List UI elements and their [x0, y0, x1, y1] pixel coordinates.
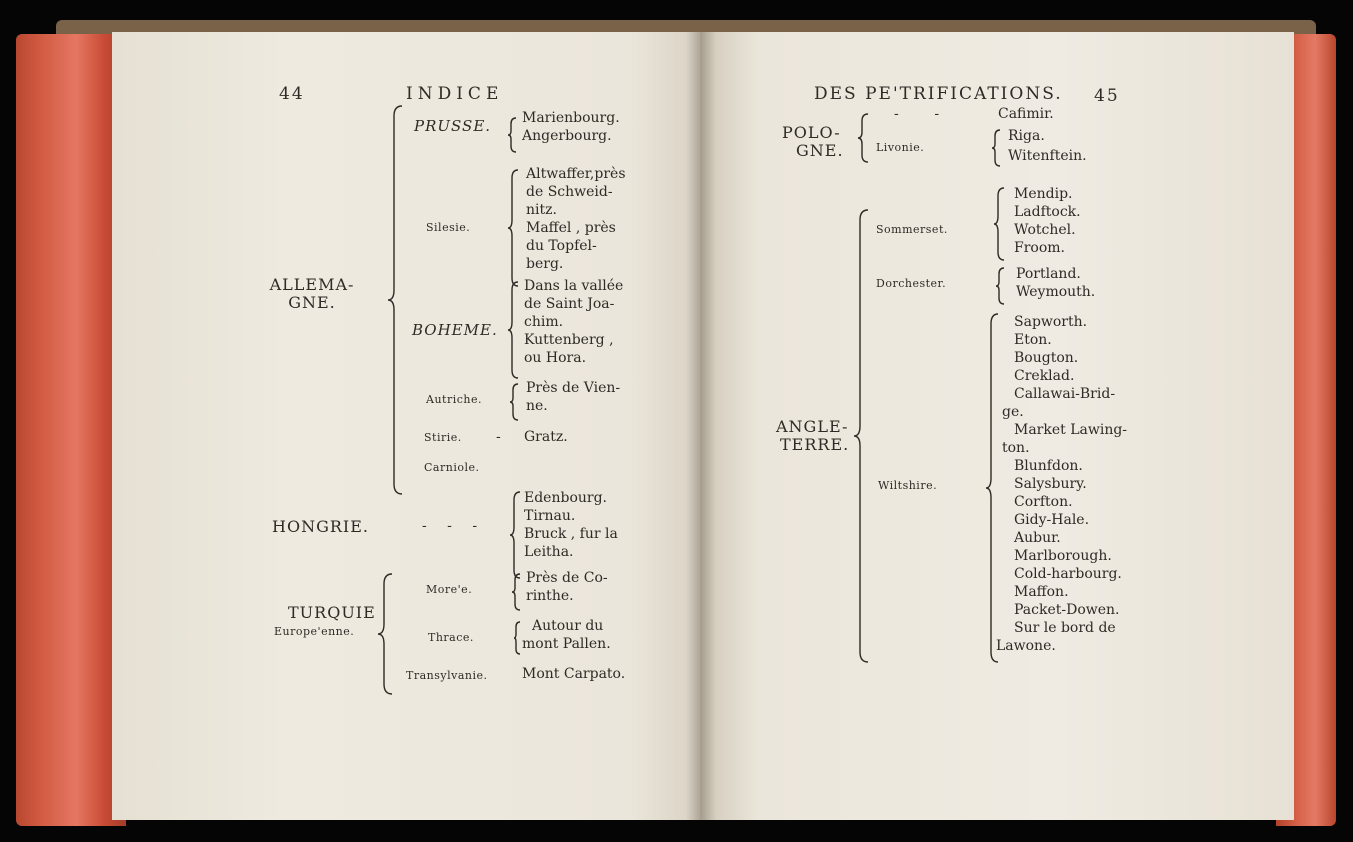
- region-angleterre-2: TERRE.: [780, 435, 850, 454]
- boheme-brace: [506, 280, 520, 380]
- boheme-place-1: Dans la vallée: [524, 278, 624, 294]
- silesie-place-4: Maffel , près: [526, 220, 616, 236]
- boheme-place-3: chim.: [524, 314, 564, 330]
- hongrie-place-2: Tirnau.: [524, 508, 576, 524]
- right-page: [700, 32, 1294, 820]
- sommerset-place-2: Ladftock.: [1014, 204, 1081, 220]
- moree-place-2: rinthe.: [526, 588, 574, 604]
- livonie-brace: [990, 128, 1002, 168]
- wiltshire-place-5: Callawai-Brid-: [1014, 386, 1116, 402]
- transylvanie-place: Mont Carpato.: [522, 666, 626, 682]
- wiltshire-place-16: Maffon.: [1014, 584, 1069, 600]
- moree-place-1: Près de Co-: [526, 570, 608, 586]
- wiltshire-place-15: Cold-harbourg.: [1014, 566, 1122, 582]
- wiltshire-place-10: Salysbury.: [1014, 476, 1087, 492]
- turquie-brace: [376, 572, 396, 696]
- livonie-label: Livonie.: [876, 141, 925, 154]
- autriche-place-1: Près de Vien-: [526, 380, 621, 396]
- wiltshire-place-8: ton.: [1002, 440, 1030, 456]
- boheme-place-5: ou Hora.: [524, 350, 587, 366]
- stirie-place: Gratz.: [524, 429, 568, 445]
- right-page-number: 45: [1094, 86, 1120, 106]
- book-gutter: [686, 32, 716, 820]
- sommerset-place-1: Mendip.: [1014, 186, 1073, 202]
- sommerset-label: Sommerset.: [876, 223, 948, 236]
- region-pologne-2: GNE.: [796, 141, 844, 160]
- wiltshire-place-19: Lawone.: [996, 638, 1056, 654]
- prusse-label: PRUSSE.: [414, 117, 492, 135]
- silesie-place-5: du Topfel-: [526, 238, 597, 254]
- silesie-place-3: nitz.: [526, 202, 557, 218]
- region-turquie-2: Europe'enne.: [274, 625, 355, 638]
- prusse-place-2: Angerbourg.: [522, 128, 612, 144]
- silesie-label: Silesie.: [426, 221, 471, 234]
- moree-brace: [510, 572, 522, 612]
- silesie-place-1: Altwaffer,près: [526, 166, 626, 182]
- boheme-place-4: Kuttenberg ,: [524, 332, 614, 348]
- hongrie-brace: [508, 490, 522, 580]
- thrace-label: Thrace.: [428, 631, 474, 644]
- wiltshire-place-6: ge.: [1002, 404, 1024, 420]
- boheme-label: BOHEME.: [412, 321, 498, 339]
- moree-label: More'e.: [426, 583, 473, 596]
- wiltshire-place-17: Packet-Dowen.: [1014, 602, 1120, 618]
- silesie-place-6: berg.: [526, 256, 564, 272]
- carniole-label: Carniole.: [424, 461, 480, 474]
- thrace-place-2: mont Pallen.: [522, 636, 611, 652]
- wiltshire-place-1: Sapworth.: [1014, 314, 1088, 330]
- autriche-label: Autriche.: [426, 393, 482, 406]
- hongrie-place-1: Edenbourg.: [524, 490, 607, 506]
- pologne-casimir: Cafimir.: [998, 106, 1054, 122]
- silesie-brace: [506, 168, 520, 288]
- pologne-dashes: - -: [894, 106, 940, 122]
- region-allemagne-1: ALLEMA-: [269, 275, 355, 294]
- wiltshire-brace: [984, 312, 1000, 664]
- sommerset-place-3: Wotchel.: [1014, 222, 1076, 238]
- wiltshire-place-18: Sur le bord de: [1014, 620, 1116, 636]
- prusse-place-1: Marienbourg.: [522, 110, 620, 126]
- prusse-brace: [506, 116, 518, 154]
- livonie-place-2: Witenftein.: [1008, 148, 1087, 164]
- dorchester-place-2: Weymouth.: [1016, 284, 1096, 300]
- angleterre-brace: [852, 208, 872, 664]
- wiltshire-place-2: Eton.: [1014, 332, 1052, 348]
- wiltshire-label: Wiltshire.: [878, 479, 938, 492]
- left-page-header: INDICE: [406, 84, 504, 104]
- allemagne-brace: [386, 104, 406, 496]
- page-edges-left: [16, 34, 126, 826]
- wiltshire-place-7: Market Lawing-: [1014, 422, 1128, 438]
- left-page: [112, 32, 700, 820]
- wiltshire-place-9: Blunfdon.: [1014, 458, 1083, 474]
- region-angleterre-1: ANGLE-: [776, 417, 849, 436]
- region-hongrie: HONGRIE.: [272, 517, 369, 536]
- stirie-label: Stirie.: [424, 431, 462, 444]
- dorchester-place-1: Portland.: [1016, 266, 1081, 282]
- region-pologne-1: POLO-: [782, 123, 841, 142]
- wiltshire-place-13: Aubur.: [1014, 530, 1061, 546]
- silesie-place-2: de Schweid-: [526, 184, 613, 200]
- dorchester-brace: [994, 266, 1006, 306]
- autriche-place-2: ne.: [526, 398, 548, 414]
- wiltshire-place-14: Marlborough.: [1014, 548, 1112, 564]
- pologne-brace: [856, 112, 870, 164]
- thrace-brace: [512, 620, 522, 656]
- wiltshire-place-11: Corfton.: [1014, 494, 1073, 510]
- hongrie-dashes: - - -: [422, 518, 486, 534]
- region-allemagne-2: GNE.: [288, 293, 336, 312]
- hongrie-place-4: Leitha.: [524, 544, 574, 560]
- wiltshire-place-3: Bougton.: [1014, 350, 1079, 366]
- wiltshire-place-12: Gidy-Hale.: [1014, 512, 1090, 528]
- dorchester-label: Dorchester.: [876, 277, 947, 290]
- sommerset-place-4: Froom.: [1014, 240, 1065, 256]
- livonie-place-1: Riga.: [1008, 128, 1045, 144]
- left-page-number: 44: [279, 84, 305, 104]
- stirie-dash: -: [496, 429, 501, 445]
- autriche-brace: [508, 382, 520, 422]
- boheme-place-2: de Saint Joa-: [524, 296, 615, 312]
- right-page-header: DES PE'TRIFICATIONS.: [814, 84, 1063, 104]
- thrace-place-1: Autour du: [532, 618, 604, 634]
- transylvanie-label: Transylvanie.: [406, 669, 488, 682]
- region-turquie: TURQUIE: [288, 603, 376, 622]
- hongrie-place-3: Bruck , fur la: [524, 526, 618, 542]
- open-book: [16, 20, 1336, 826]
- wiltshire-place-4: Creklad.: [1014, 368, 1075, 384]
- sommerset-brace: [992, 186, 1006, 262]
